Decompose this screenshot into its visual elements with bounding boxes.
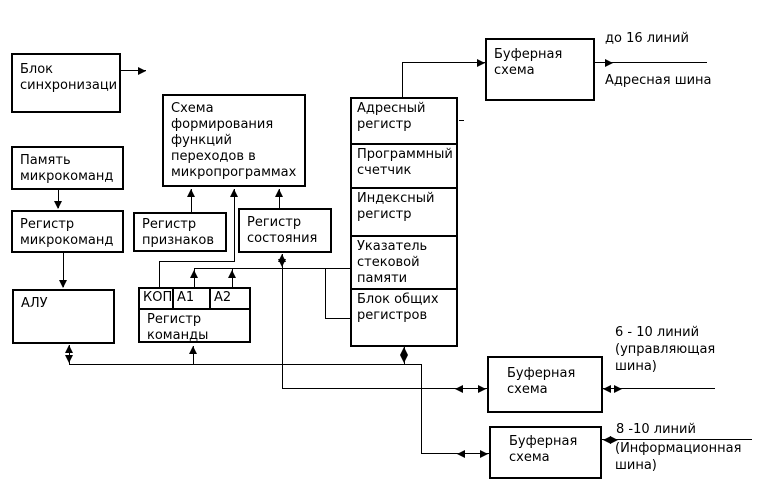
block-buffer-top [485,38,595,101]
arrowhead [65,355,73,363]
connector-tick [459,120,464,121]
stack-cell-general-registers: Блок общих регистров [352,288,456,345]
stack-cell-program-counter: Программный счетчик [352,143,456,187]
arrowhead [65,345,73,353]
connector-line [402,62,485,63]
arrowhead [477,59,485,67]
connector-line [194,268,350,269]
stack-cell-address-register: Адресный регистр [357,101,426,132]
connector-line [159,261,235,262]
stack-cell-index-register: Индексный регистр [352,187,456,235]
label-control-bus-1: (управляющая [615,342,716,357]
block-command-register [138,287,251,343]
block-buffer-middle-label: Буферная схема [507,366,576,397]
arrowhead [480,450,488,458]
connector-line [69,364,422,365]
connector-line [325,268,326,318]
arrowhead [54,201,62,209]
arrowhead [189,346,197,354]
label-address-lines: до 16 линий [605,31,689,46]
command-register-header [140,289,249,310]
arrowhead [478,385,486,393]
block-flags-register [133,212,227,252]
block-memory-microcommands-label: Память микрокоманд [20,153,114,184]
arrowhead [400,355,408,363]
arrowhead [278,259,286,267]
arrowhead [230,189,238,197]
label-data-bus-1: (Информационная [615,441,742,456]
connector-line [402,62,403,97]
command-register-cell-kop: КОП [140,289,174,308]
arrowhead [603,385,611,393]
label-data-lines: 8 -10 линий [616,422,696,437]
block-microcommand-register [11,210,124,253]
arrowhead [190,270,198,278]
arrowhead [610,436,618,444]
arrowhead [59,280,67,288]
block-transition-scheme-label: Схема формирования функций переходов в микропрограммах [171,101,297,180]
block-buffer-bottom-label: Буферная схема [509,434,578,465]
block-alu-label: АЛУ [21,296,48,311]
block-buffer-bottom [489,426,602,479]
arrowhead [605,59,613,67]
arrowhead [228,270,236,278]
connector-line [421,364,422,453]
block-transition-scheme [162,94,306,187]
arrowhead [138,67,146,75]
block-microcommand-register-label: Регистр микрокоманд [20,217,114,248]
block-command-register-label: Регистр команды [147,312,209,343]
label-address-bus: Адресная шина [605,73,712,88]
block-sync [11,53,121,113]
label-data-bus-2: шина) [615,458,657,473]
arrowhead [400,347,408,355]
arrowhead [614,385,622,393]
command-register-cell-a1: А1 [174,289,211,308]
arrowhead [457,450,465,458]
block-state-register [238,208,332,253]
block-buffer-middle [487,356,603,413]
block-memory-microcommands [11,146,124,190]
block-alu [12,289,115,344]
connector-line [282,254,283,388]
connector-line [234,189,235,261]
label-control-lines: 6 - 10 линий [615,325,700,340]
connector-line [325,318,350,319]
connector-line [159,261,160,287]
block-sync-label: Блок синхронизаци [20,62,118,93]
arrowhead [187,189,195,197]
block-flags-register-label: Регистр признаков [142,217,215,248]
label-control-bus-2: шина) [615,359,657,374]
command-register-cell-a2: А2 [214,290,232,305]
block-register-stack [350,97,458,347]
stack-cell-stack-pointer: Указатель стековой памяти [352,235,456,288]
block-state-register-label: Регистр состояния [247,215,318,246]
arrowhead [275,189,283,197]
block-buffer-top-label: Буферная схема [494,47,563,78]
arrowhead [455,385,463,393]
connector-line [421,453,489,454]
connector-line [602,439,752,440]
